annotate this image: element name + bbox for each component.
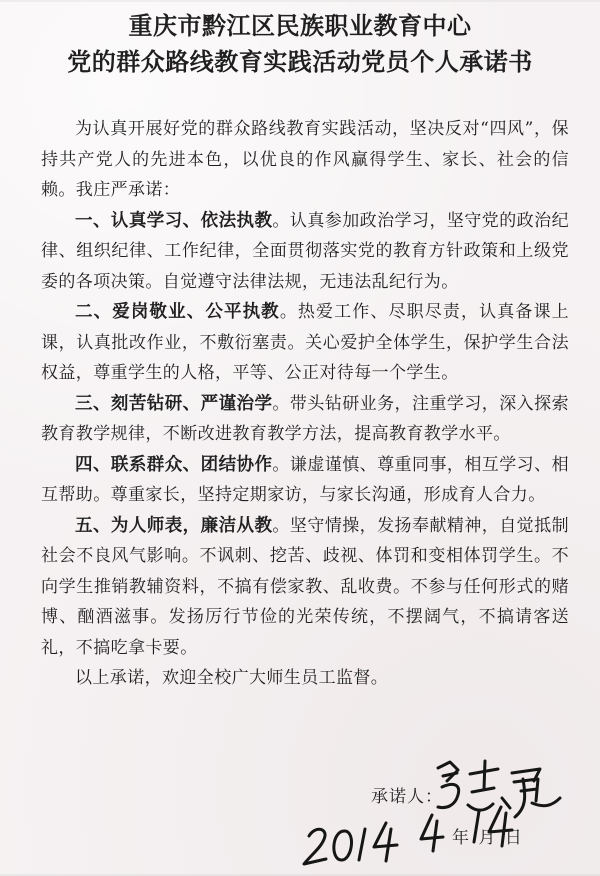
commitment-heading-3: 三、刻苦钻研、严谨治学 [75, 393, 273, 414]
commitment-item-3 [41, 389, 569, 450]
handwritten-signature [438, 761, 560, 817]
printed-date-line: 年 月 日 [452, 828, 524, 848]
commitment-item-5 [41, 511, 569, 664]
commitment-heading-5: 五、为人师表，廉洁从教 [75, 515, 273, 536]
commitment-heading-2: 二、爱岗敬业、公平执教 [75, 302, 280, 322]
commitment-item-1 [41, 206, 569, 298]
signer-label: 承诺人： [371, 787, 443, 807]
document-title-line-2: 党的群众路线教育实践活动党员个人承诺书 [67, 47, 533, 76]
commitment-item-4 [41, 450, 569, 511]
commitment-heading-1: 一、认真学习、依法执教 [75, 210, 273, 231]
commitment-text-2: 。热爱工作、尽职尽责，认真备课上课，认真批改作业，不敷衍塞责。关心爱护全体学生，保护学生合法权益，尊重学生的人格，平等、公正对待每一个学生。 [41, 302, 569, 383]
commitment-text-1: 。认真参加政治学习，坚守党的政治纪律、组织纪律、工作纪律，全面贯彻落实党的教育方针政策和上级党委的各项决策。自觉遵守法律法规，无违法乱纪行为。 [41, 210, 569, 292]
commitment-text-3: 。带头钻研业务，注重学习，深入探索教育教学规律，不断改进教育教学方法，提高教育教学水平。 [41, 393, 569, 444]
closing-paragraph: 以上承诺，欢迎全校广大师生员工监督。 [75, 668, 389, 688]
commitment-item-2 [41, 297, 569, 389]
document-title-line-1: 重庆市黔江区民族职业教育中心 [128, 11, 472, 40]
commitment-text-4: 。谦虚谨慎、尊重同事，相互学习、相互帮助。尊重家长，坚持定期家访，与家长沟通，形成育人合力。 [41, 454, 569, 505]
commitment-heading-4: 四、联系群众、团结协作 [75, 454, 273, 475]
intro-paragraph: 为认真开展好党的群众路线教育实践活动，坚决反对“四风”，保持共产党人的先进本色，以优良的作风赢得学生、家长、社会的信赖。我庄严承诺： [41, 119, 569, 200]
scan-edge-top [0, 0, 600, 2]
document-body [41, 114, 569, 694]
commitment-text-5: 。坚守情操，发扬奉献精神，自觉抵制社会不良风气影响。不讽刺、挖苦、歧视、体罚和变相体罚学生。不向学生推销教辅资料，不搞有偿家教、乱收费。不参与任何形式的赌博、酗酒滋事。发扬厉行节俭的光荣传统，不摆阔气，不搞请客送礼，不搞吃拿卡要。 [41, 515, 569, 658]
